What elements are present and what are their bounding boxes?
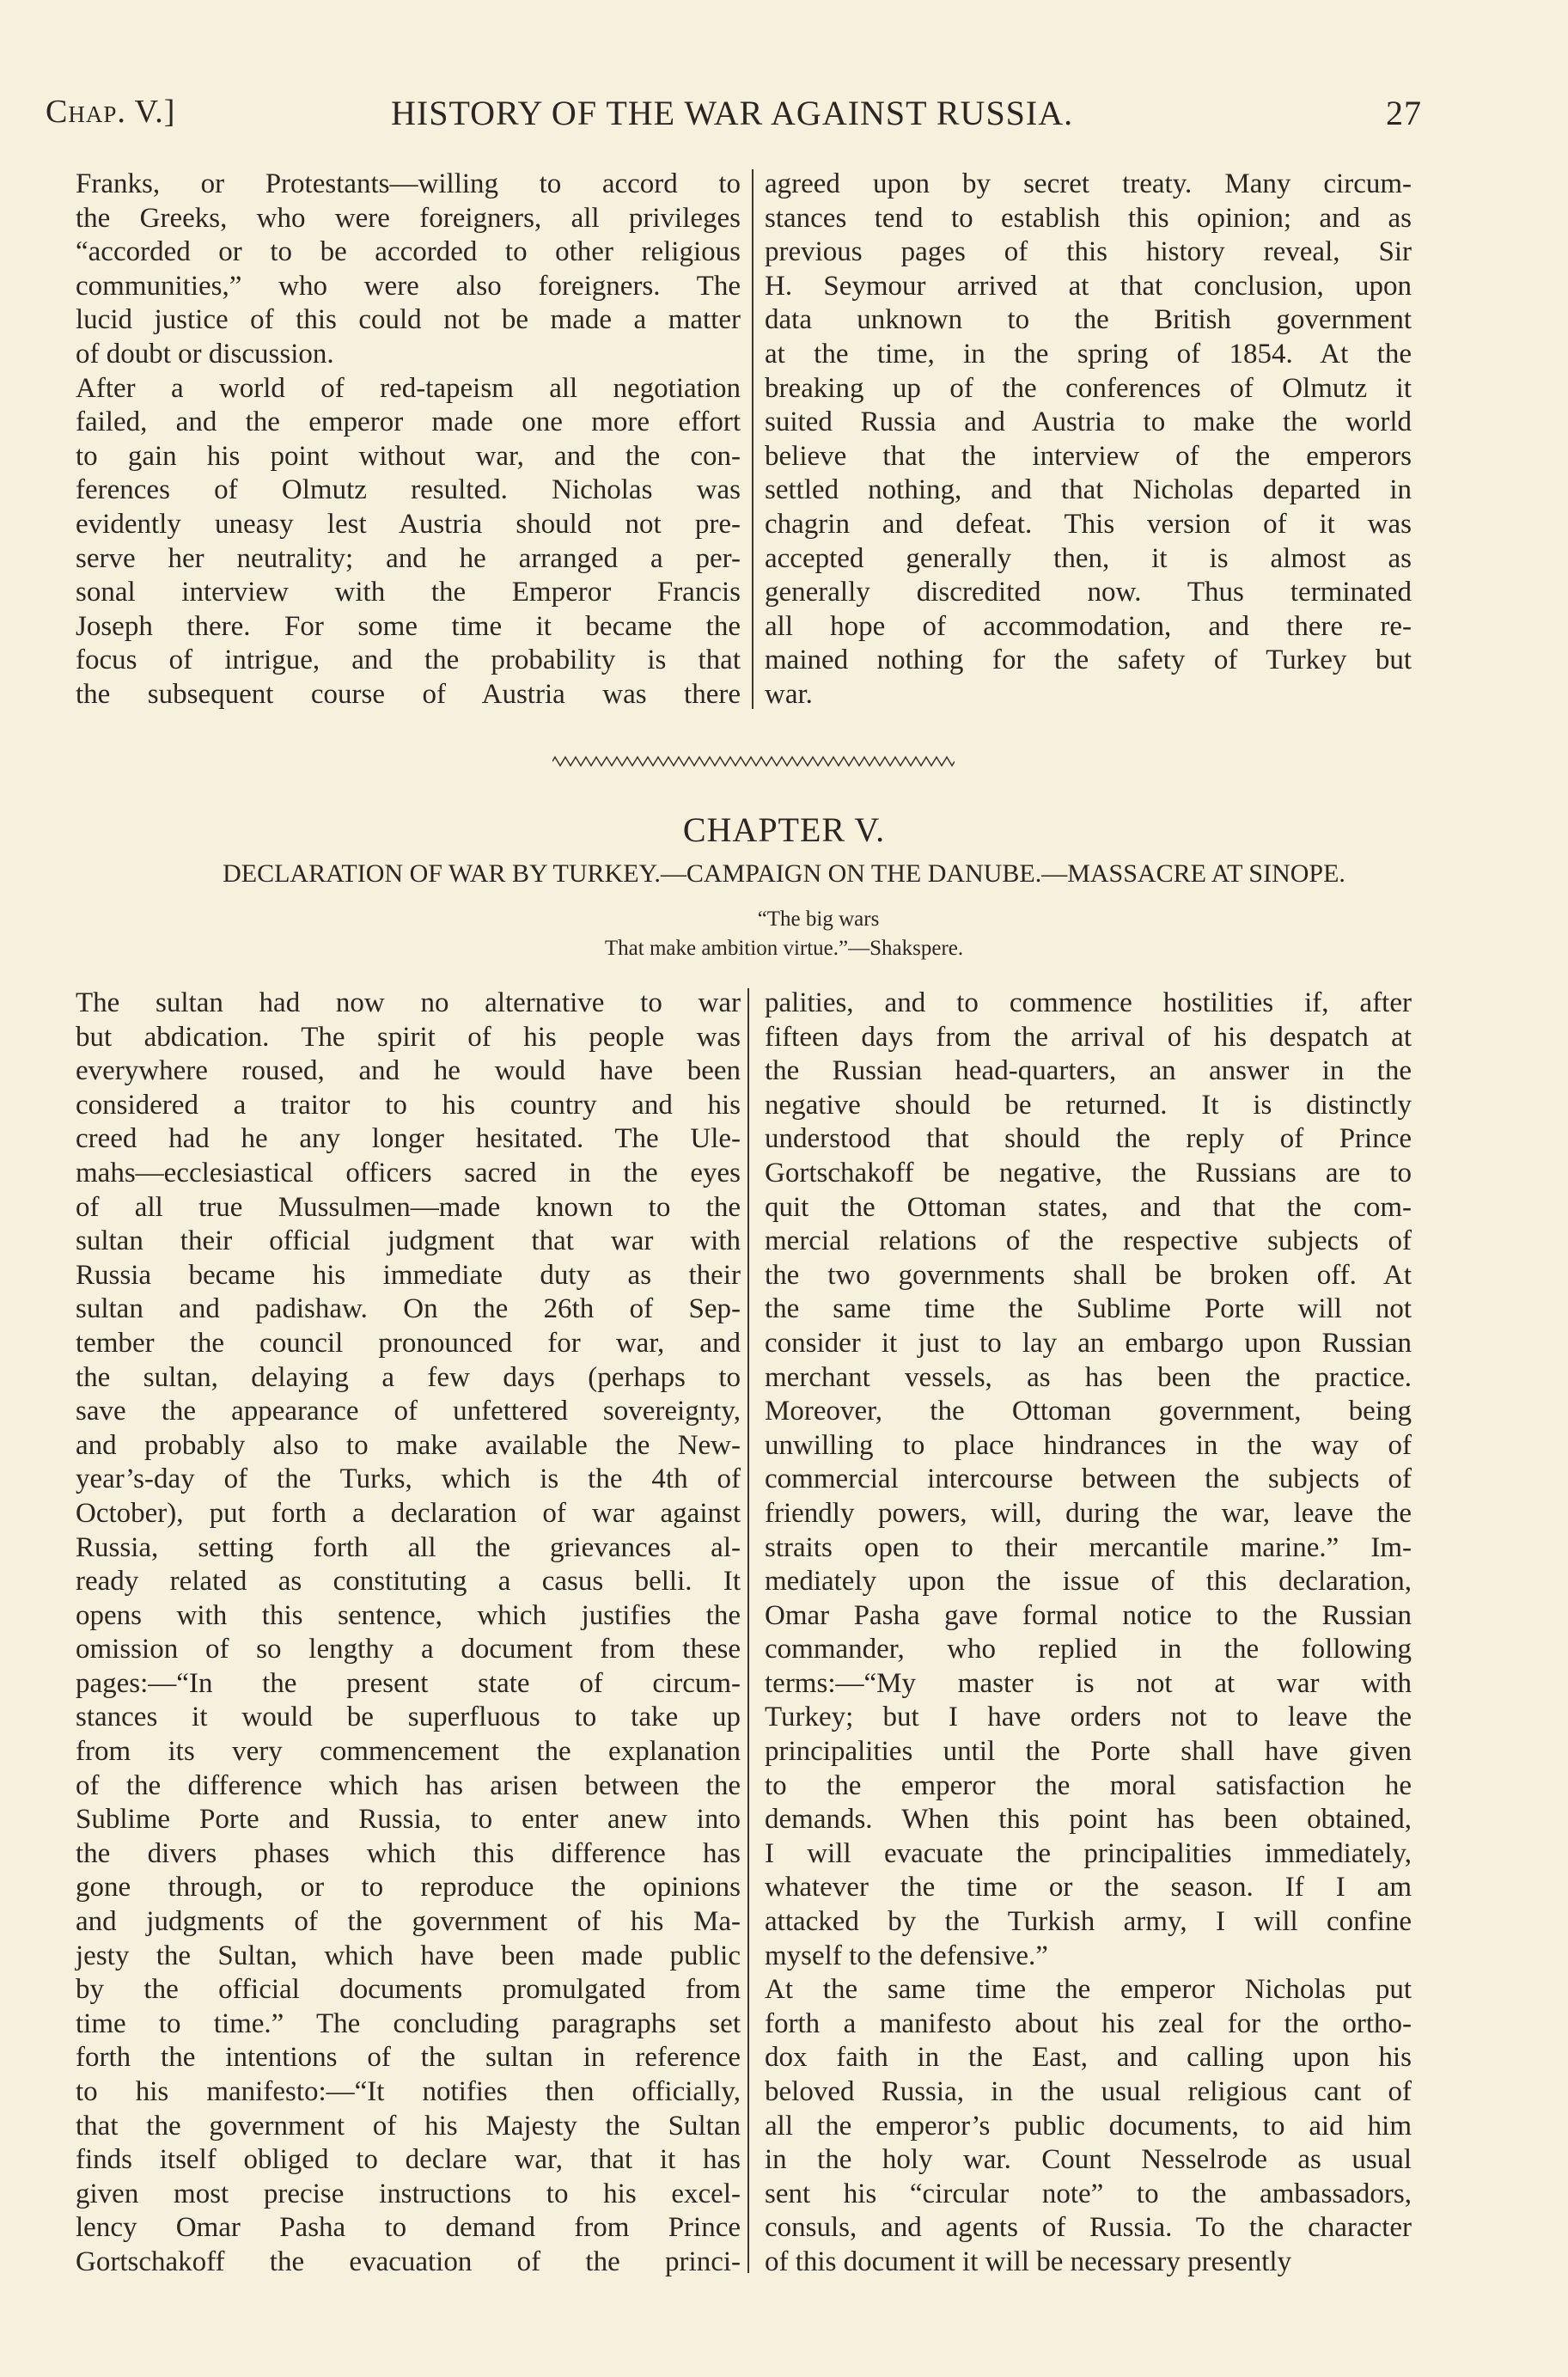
- text-line: accepted generally then, it is almost as: [765, 542, 1412, 574]
- text-line: everywhere roused, and he would have been: [76, 1055, 741, 1087]
- text-line: H. Seymour arrived at that conclusion, upon: [765, 270, 1412, 302]
- text-line: at the time, in the spring of 1854. At the: [765, 338, 1412, 370]
- bottom-right-column: [765, 987, 1412, 2280]
- text-line: Omar Pasha gave formal notice to the Russian: [765, 1599, 1412, 1631]
- text-line: data unknown to the British government: [765, 304, 1412, 336]
- text-line: believe that the interview of the emperors: [765, 440, 1412, 472]
- text-line: I will evacuate the principalities immediately,: [765, 1837, 1412, 1869]
- text-line: gone through, or to reproduce the opinions: [76, 1872, 741, 1903]
- text-line: beloved Russia, in the usual religious cant of: [765, 2076, 1412, 2107]
- text-line: the Russian head-quarters, an answer in the: [765, 1055, 1412, 1087]
- text-line: straits open to their mercantile marine.” Im-: [765, 1531, 1412, 1563]
- paragraph: [765, 168, 1412, 712]
- text-line: tember the council pronounced for war, and: [76, 1327, 741, 1359]
- text-line: all hope of accommodation, and there re-: [765, 610, 1412, 642]
- text-line: commander, who replied in the following: [765, 1634, 1412, 1665]
- text-line: pages:—“In the present state of circum-: [76, 1667, 741, 1699]
- ornamental-rule: [552, 755, 955, 768]
- text-line: creed had he any longer hesitated. The Ule-: [76, 1123, 741, 1155]
- text-line: Turkey; but I have orders not to leave the: [765, 1702, 1412, 1733]
- text-line: and judgments of the government of his Ma-: [76, 1906, 741, 1938]
- text-line: suited Russia and Austria to make the world: [765, 406, 1412, 438]
- text-line: demands. When this point has been obtained,: [765, 1804, 1412, 1836]
- text-line: the Greeks, who were foreigners, all privileges: [76, 202, 741, 234]
- text-line: consuls, and agents of Russia. To the character: [765, 2212, 1412, 2244]
- text-line: After a world of red-tapeism all negotiation: [76, 372, 741, 404]
- text-line: merchant vessels, as has been the practice.: [765, 1361, 1412, 1393]
- text-line: stances tend to establish this opinion; and as: [765, 202, 1412, 234]
- text-line: sultan and padishaw. On the 26th of Sep-: [76, 1293, 741, 1325]
- column-divider-top: [752, 169, 753, 709]
- running-title: HISTORY OF THE WAR AGAINST RUSSIA.: [391, 94, 1074, 132]
- text-line: but abdication. The spirit of his people was: [76, 1021, 741, 1053]
- chapter-reference: Chap. V.]: [46, 94, 176, 130]
- text-line: from its very commencement the explanation: [76, 1736, 741, 1768]
- epigraph-line-1: “The big wars: [757, 907, 880, 931]
- text-line: to the emperor the moral satisfaction he: [765, 1769, 1412, 1801]
- text-line: dox faith in the East, and calling upon his: [765, 2042, 1412, 2074]
- text-line: consider it just to lay an embargo upon Russian: [765, 1327, 1412, 1359]
- text-line: Franks, or Protestants—willing to accord to: [76, 168, 741, 199]
- text-line: October), put forth a declaration of war against: [76, 1497, 741, 1529]
- text-line: terms:—“My master is not at war with: [765, 1667, 1412, 1699]
- text-line: Gortschakoff the evacuation of the princi-: [76, 2246, 741, 2277]
- text-line: commercial intercourse between the subjects of: [765, 1463, 1412, 1495]
- epigraph-line-2: That make ambition virtue.”—Shakspere.: [604, 937, 964, 960]
- text-line: fifteen days from the arrival of his despatch at: [765, 1021, 1412, 1053]
- text-line: save the appearance of unfettered sovereignty,: [76, 1396, 741, 1427]
- paragraph: [765, 1973, 1412, 2279]
- text-line: stances it would be superfluous to take up: [76, 1702, 741, 1733]
- text-line: finds itself obliged to declare war, that it has: [76, 2144, 741, 2176]
- text-line: ready related as constituting a casus belli. It: [76, 1566, 741, 1598]
- text-line: breaking up of the conferences of Olmutz it: [765, 372, 1412, 404]
- text-line: mercial relations of the respective subjects of: [765, 1225, 1412, 1257]
- text-line: understood that should the reply of Prince: [765, 1123, 1412, 1155]
- text-line: chagrin and defeat. This version of it was: [765, 508, 1412, 540]
- page-number: 27: [1386, 94, 1422, 132]
- text-line: mained nothing for the safety of Turkey but: [765, 645, 1412, 676]
- text-line: Gortschakoff be negative, the Russians are to: [765, 1157, 1412, 1188]
- text-line: sultan their official judgment that war with: [76, 1225, 741, 1257]
- text-line: ferences of Olmutz resulted. Nicholas was: [76, 474, 741, 506]
- text-line: lucid justice of this could not be made a matter: [76, 304, 741, 336]
- text-line: At the same time the emperor Nicholas put: [765, 1974, 1412, 2006]
- text-line: jesty the Sultan, which have been made public: [76, 1940, 741, 1971]
- text-line: evidently uneasy lest Austria should not pre-: [76, 508, 741, 540]
- text-line: attacked by the Turkish army, I will confine: [765, 1906, 1412, 1938]
- text-line: year’s-day of the Turks, which is the 4th of: [76, 1463, 741, 1495]
- text-line: to gain his point without war, and the con-: [76, 440, 741, 472]
- text-line: opens with this sentence, which justifies the: [76, 1599, 741, 1631]
- paragraph: [765, 987, 1412, 1973]
- text-line: focus of intrigue, and the probability is that: [76, 645, 741, 676]
- text-line: the two governments shall be broken off. At: [765, 1259, 1412, 1291]
- text-line: settled nothing, and that Nicholas departed in: [765, 474, 1412, 506]
- text-line: serve her neutrality; and he arranged a per-: [76, 542, 741, 574]
- text-line: unwilling to place hindrances in the way of: [765, 1429, 1412, 1461]
- text-line: The sultan had now no alternative to war: [76, 987, 741, 1018]
- text-line: negative should be returned. It is distinctly: [765, 1089, 1412, 1121]
- text-line: omission of so lengthy a document from these: [76, 1634, 741, 1665]
- text-line: in the holy war. Count Nesselrode as usual: [765, 2144, 1412, 2176]
- text-line: mahs—ecclesiastical officers sacred in the eyes: [76, 1157, 741, 1188]
- text-line: quit the Ottoman states, and that the com-: [765, 1191, 1412, 1223]
- paragraph: [76, 372, 741, 712]
- text-line: time to time.” The concluding paragraphs set: [76, 2007, 741, 2039]
- text-line: sonal interview with the Emperor Francis: [76, 577, 741, 608]
- text-line: Sublime Porte and Russia, to enter anew into: [76, 1804, 741, 1836]
- text-line: the subsequent course of Austria was there: [76, 678, 741, 710]
- text-line: forth a manifesto about his zeal for the ortho-: [765, 2007, 1412, 2039]
- paragraph: [76, 168, 741, 372]
- text-line: given most precise instructions to his excel-: [76, 2178, 741, 2209]
- text-line: lency Omar Pasha to demand from Prince: [76, 2212, 741, 2244]
- chapter-title: CHAPTER V.: [682, 810, 886, 849]
- bottom-left-column: [76, 987, 741, 2280]
- text-line: Moreover, the Ottoman government, being: [765, 1396, 1412, 1427]
- text-line: generally discredited now. Thus terminated: [765, 577, 1412, 608]
- text-line: Russia became his immediate duty as their: [76, 1259, 741, 1291]
- text-line: friendly powers, will, during the war, leave the: [765, 1497, 1412, 1529]
- text-line: of this document it will be necessary presently: [765, 2246, 1292, 2277]
- text-line: and probably also to make available the New-: [76, 1429, 741, 1461]
- column-divider-bottom: [747, 988, 749, 2273]
- text-line: whatever the time or the season. If I am: [765, 1872, 1412, 1903]
- text-line: “accorded or to be accorded to other religious: [76, 236, 741, 268]
- text-line: considered a traitor to his country and his: [76, 1089, 741, 1121]
- text-line: myself to the defensive.”: [765, 1940, 1048, 1971]
- text-line: of doubt or discussion.: [76, 338, 334, 370]
- paragraph: [76, 987, 741, 2280]
- text-line: to his manifesto:—“It notifies then officially,: [76, 2076, 741, 2107]
- text-line: failed, and the emperor made one more effort: [76, 406, 741, 438]
- text-line: the sultan, delaying a few days (perhaps to: [76, 1361, 741, 1393]
- text-line: the same time the Sublime Porte will not: [765, 1293, 1412, 1325]
- text-line: previous pages of this history reveal, Sir: [765, 236, 1412, 268]
- text-line: that the government of his Majesty the Sultan: [76, 2110, 741, 2142]
- top-right-column: [765, 168, 1412, 712]
- text-line: by the official documents promulgated from: [76, 1974, 741, 2006]
- text-line: palities, and to commence hostilities if, after: [765, 987, 1412, 1018]
- text-line: Russia, setting forth all the grievances al-: [76, 1531, 741, 1563]
- text-line: communities,” who were also foreigners. The: [76, 270, 741, 302]
- text-line: all the emperor’s public documents, to aid him: [765, 2110, 1412, 2142]
- text-line: sent his “circular note” to the ambassadors,: [765, 2178, 1412, 2209]
- text-line: of the difference which has arisen between the: [76, 1769, 741, 1801]
- text-line: mediately upon the issue of this declaration,: [765, 1566, 1412, 1598]
- text-line: forth the intentions of the sultan in reference: [76, 2042, 741, 2074]
- top-left-column: [76, 168, 741, 712]
- text-line: the divers phases which this difference has: [76, 1837, 741, 1869]
- text-line: of all true Mussulmen—made known to the: [76, 1191, 741, 1223]
- chapter-subtitle: DECLARATION OF WAR BY TURKEY.—CAMPAIGN ON THE DANUBE.—MASSACRE AT SINOPE.: [223, 859, 1345, 888]
- text-line: war.: [765, 678, 813, 710]
- text-line: agreed upon by secret treaty. Many circum-: [765, 168, 1412, 199]
- text-line: Joseph there. For some time it became the: [76, 610, 741, 642]
- text-line: principalities until the Porte shall have given: [765, 1736, 1412, 1768]
